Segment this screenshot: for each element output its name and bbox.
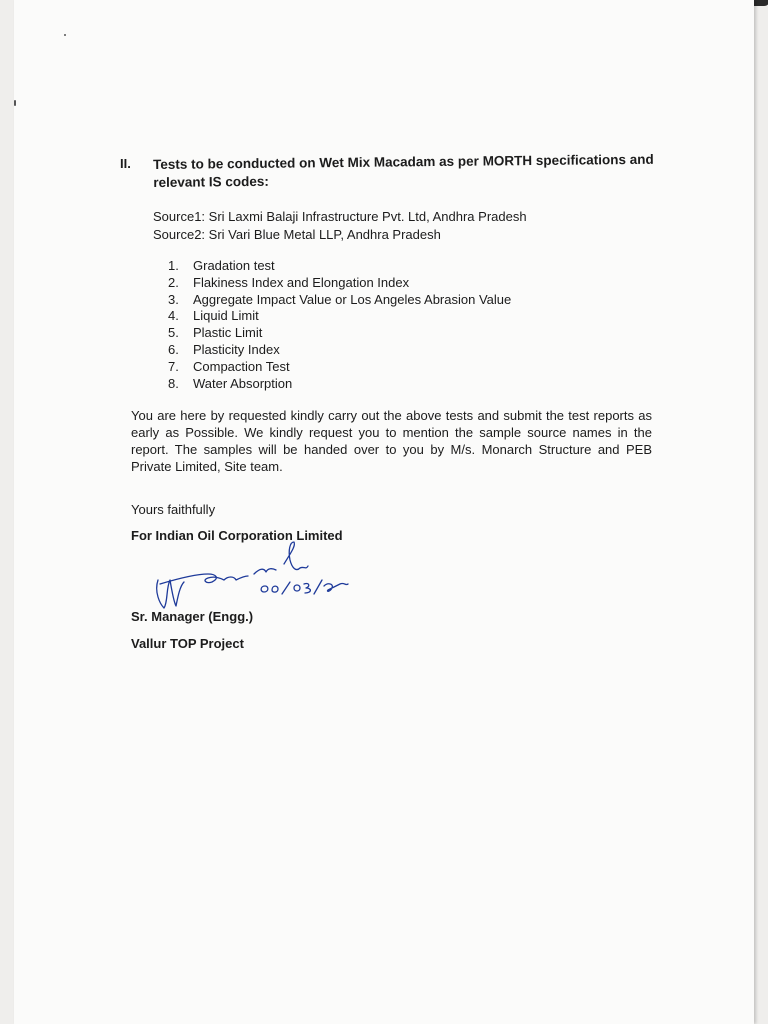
test-item (168, 308, 511, 325)
test-item (168, 342, 511, 359)
test-name: Water Absorption (193, 375, 293, 391)
source-line-1: Source1: Sri Laxmi Balaji Infrastructure Pvt. Ltd, Andhra Pradesh (153, 209, 527, 224)
closing-line: Yours faithfully (131, 502, 216, 517)
company-name: For Indian Oil Corporation Limited (131, 528, 343, 543)
test-number: 5. (168, 325, 179, 341)
test-name: Plasticity Index (193, 341, 280, 357)
test-number: 4. (168, 308, 179, 324)
test-item (168, 325, 511, 342)
test-name: Gradation test (193, 258, 275, 273)
test-name: Aggregate Impact Value or Los Angeles Abrasion Value (193, 291, 512, 307)
project-name: Vallur TOP Project (131, 636, 244, 651)
signature-image (150, 540, 350, 615)
test-number: 1. (168, 258, 179, 273)
test-item (168, 258, 511, 275)
test-item (168, 275, 511, 292)
test-item (168, 359, 511, 376)
tests-list (168, 258, 511, 392)
test-name: Liquid Limit (193, 308, 259, 324)
test-item (168, 292, 511, 309)
test-number: 2. (168, 274, 179, 290)
section-number: II. (120, 156, 131, 171)
test-name: Compaction Test (193, 358, 290, 374)
section-title: Tests to be conducted on Wet Mix Macadam as per MORTH specifications and relevant IS codes: (153, 151, 654, 190)
test-name: Plastic Limit (193, 325, 263, 341)
test-item (168, 376, 511, 393)
sources-block (153, 208, 653, 244)
signatory-designation: Sr. Manager (Engg.) (131, 609, 254, 624)
test-number: 7. (168, 358, 179, 374)
request-paragraph: You are here by requested kindly carry out the above tests and submit the test reports as early as Possible. We kindly request you to mention the sample source names in the report. The samples will be handed over to you by M/s. Monarch Structure and PEB Private Limited, Site team. (131, 408, 652, 474)
test-number: 6. (168, 341, 179, 357)
source-line-2: Source2: Sri Vari Blue Metal LLP, Andhra Pradesh (153, 227, 441, 242)
test-number: 8. (168, 375, 179, 391)
test-number: 3. (168, 291, 179, 307)
test-name: Flakiness Index and Elongation Index (193, 274, 410, 290)
